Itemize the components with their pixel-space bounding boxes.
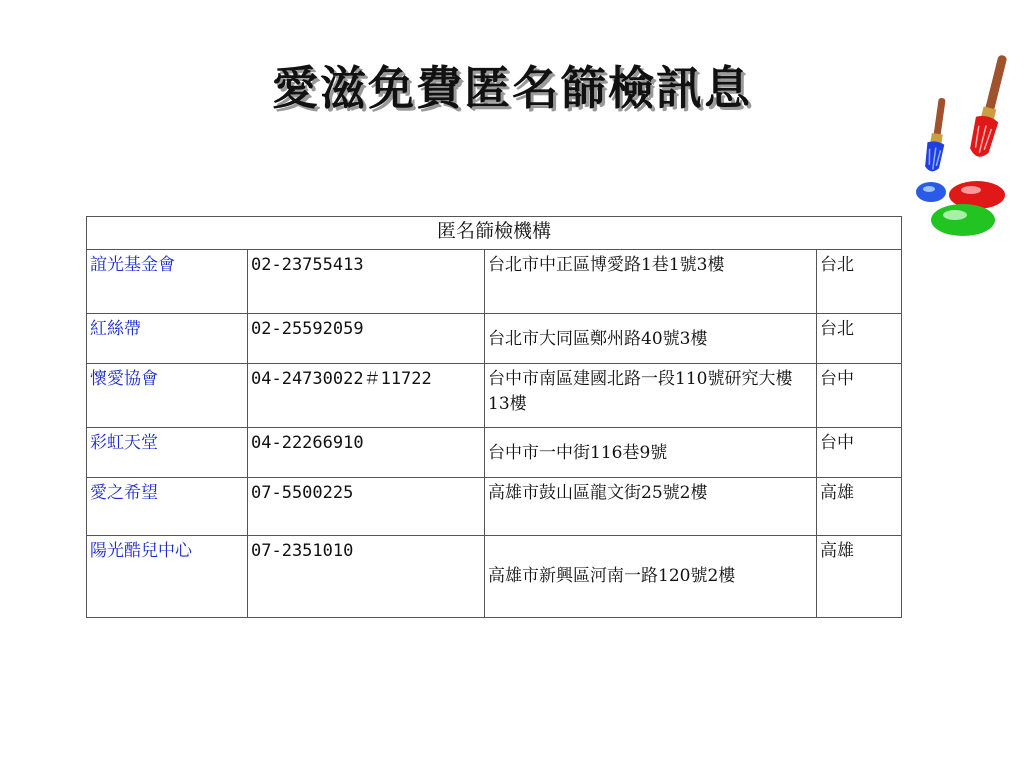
org-name: 彩虹天堂: [87, 428, 248, 478]
org-name: 懷愛協會: [87, 364, 248, 428]
org-address: 台中市一中街116巷9號: [485, 428, 817, 478]
org-phone: 04-22266910: [248, 428, 485, 478]
org-city: 台中: [817, 364, 902, 428]
org-phone: 02-25592059: [248, 314, 485, 364]
table-header: 匿名篩檢機構: [87, 217, 902, 250]
org-phone: 02-23755413: [248, 250, 485, 314]
org-address: 台北市中正區博愛路1巷1號3樓: [485, 250, 817, 314]
table-header-row: [87, 217, 902, 250]
table-row: [87, 364, 902, 428]
org-phone: 04-24730022＃11722: [248, 364, 485, 428]
org-name: 陽光酷兒中心: [87, 536, 248, 618]
paint-brushes-icon: [905, 50, 1020, 245]
org-name: 誼光基金會: [87, 250, 248, 314]
screening-table: [86, 216, 902, 618]
org-address: 高雄市新興區河南一路120號2樓: [485, 536, 817, 618]
org-phone: 07-5500225: [248, 478, 485, 536]
org-city: 台北: [817, 250, 902, 314]
table-row: [87, 478, 902, 536]
table-row: [87, 536, 902, 618]
org-address: 台中市南區建國北路一段110號研究大樓13樓: [485, 364, 817, 428]
org-address: 高雄市鼓山區龍文街25號2樓: [485, 478, 817, 536]
org-city: 高雄: [817, 536, 902, 618]
table-row: [87, 314, 902, 364]
org-address: 台北市大同區鄭州路40號3樓: [485, 314, 817, 364]
org-name: 紅絲帶: [87, 314, 248, 364]
org-phone: 07-2351010: [248, 536, 485, 618]
org-city: 高雄: [817, 478, 902, 536]
org-name: 愛之希望: [87, 478, 248, 536]
org-city: 台中: [817, 428, 902, 478]
table-row: [87, 428, 902, 478]
slide-title: 愛滋免費匿名篩檢訊息: [272, 61, 752, 115]
org-city: 台北: [817, 314, 902, 364]
table-row: [87, 250, 902, 314]
